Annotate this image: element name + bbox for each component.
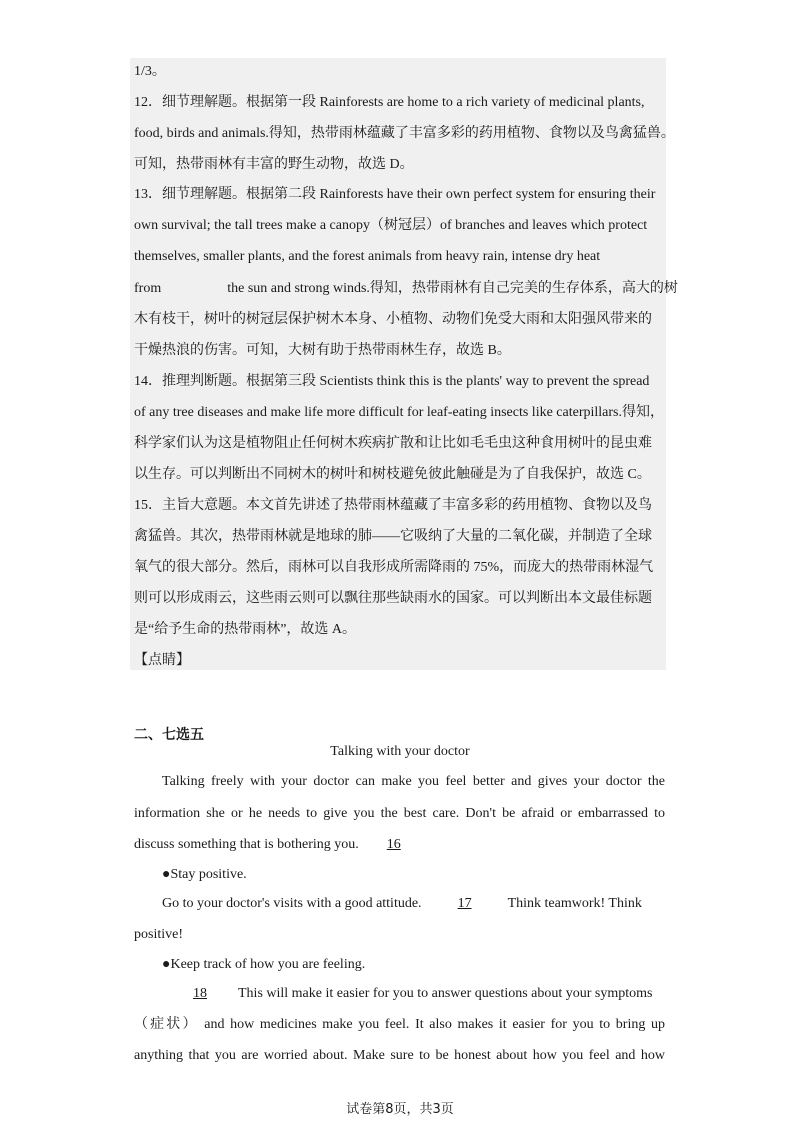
analysis-line-right: the sun and strong winds.得知，热带雨林有自己完美的生存体系，高大的树 (227, 281, 678, 296)
analysis-line: 15．主旨大意题。本文首先讲述了热带雨林蕴藏了丰富多彩的药用植物、食物以及鸟 (134, 498, 652, 513)
paragraph-line: anything that you are worried about. Make sure to be honest about how you feel and how (134, 1048, 665, 1063)
comment-label: 【点睛】 (134, 653, 190, 668)
paragraph-text: discuss something that is bothering you. (134, 837, 359, 852)
passage-title: Talking with your doctor (330, 744, 470, 759)
analysis-line: 木有枝干，树叶的树冠层保护树木本身、小植物、动物们免受大雨和太阳强风带来的 (134, 312, 652, 327)
paragraph-line: information she or he needs to give you the best care. Don't be afraid or embarrassed to (134, 806, 665, 821)
analysis-line: own survival; the tall trees make a canopy（树冠层）of branches and leaves which protect (134, 218, 648, 233)
blank-18: 18 (193, 986, 207, 1001)
section-heading: 二、七选五 (134, 727, 204, 743)
blank-17: 17 (457, 896, 472, 911)
paragraph-line (134, 836, 429, 854)
analysis-line: 13．细节理解题。根据第二段 Rainforests have their own perfect system for ensuring their (134, 187, 656, 202)
analysis-line-split (134, 280, 678, 298)
paragraph-line: Talking freely with your doctor can make you feel better and gives your doctor the (162, 774, 665, 789)
analysis-line: 科学家们认为这是植物阻止任何树木疾病扩散和让比如毛毛虫这种食用树叶的昆虫难 (134, 436, 652, 451)
analysis-line: of any tree diseases and make life more difficult for leaf-eating insects like caterpillars.得知， (134, 405, 664, 420)
analysis-line: 干燥热浪的伤害。可知，大树有助于热带雨林生存，故选 B。 (134, 343, 511, 358)
paragraph-line: （症状） and how medicines make you feel. It also makes it easier for you to bring up (134, 1017, 665, 1032)
analysis-line: 是“给予生命的热带雨林”，故选 A。 (134, 622, 357, 637)
bullet-heading: ●Keep track of how you are feeling. (162, 957, 366, 972)
analysis-line: food, birds and animals.得知，热带雨林蕴藏了丰富多彩的药用植物、食物以及鸟禽猛兽。 (134, 126, 675, 141)
analysis-line: 禽猛兽。其次，热带雨林就是地球的肺——它吸纳了大量的二氧化碳，并制造了全球 (134, 529, 652, 544)
analysis-line: 14．推理判断题。根据第三段 Scientists think this is the plants' way to prevent the spread (134, 374, 650, 389)
paragraph-line: positive! (134, 927, 183, 942)
blank-16: 16 (386, 837, 401, 852)
bullet-heading: ●Stay positive. (162, 867, 247, 882)
analysis-line: 1/3。 (134, 64, 166, 79)
analysis-line: 则可以形成雨云，这些雨云则可以飘往那些缺雨水的国家。可以判断出本文最佳标题 (134, 591, 652, 606)
analysis-line: 可知，热带雨林有丰富的野生动物，故选 D。 (134, 157, 414, 172)
analysis-line: 12．细节理解题。根据第一段 Rainforests are home to a rich variety of medicinal plants, (134, 95, 645, 110)
paragraph-line (162, 985, 665, 1003)
paragraph-line (162, 895, 665, 913)
analysis-line: 氧气的很大部分。然后，雨林可以自我形成所需降雨的 75%，而庞大的热带雨林湿气 (134, 560, 654, 575)
analysis-line: 以生存。可以判断出不同树木的树叶和树枝避免彼此触碰是为了自我保护，故选 C。 (134, 467, 651, 482)
analysis-line-left: from (134, 281, 162, 296)
paragraph-text: Go to your doctor's visits with a good attitude. (162, 896, 422, 911)
paragraph-text: This will make it easier for you to answer questions about your symptoms (238, 986, 653, 1001)
page-footer: 试卷第8页，共3页 (346, 1102, 454, 1117)
analysis-line: themselves, smaller plants, and the forest animals from heavy rain, intense dry heat (134, 249, 601, 264)
paragraph-text: Think teamwork! Think (507, 896, 642, 911)
analysis-box (130, 58, 666, 670)
